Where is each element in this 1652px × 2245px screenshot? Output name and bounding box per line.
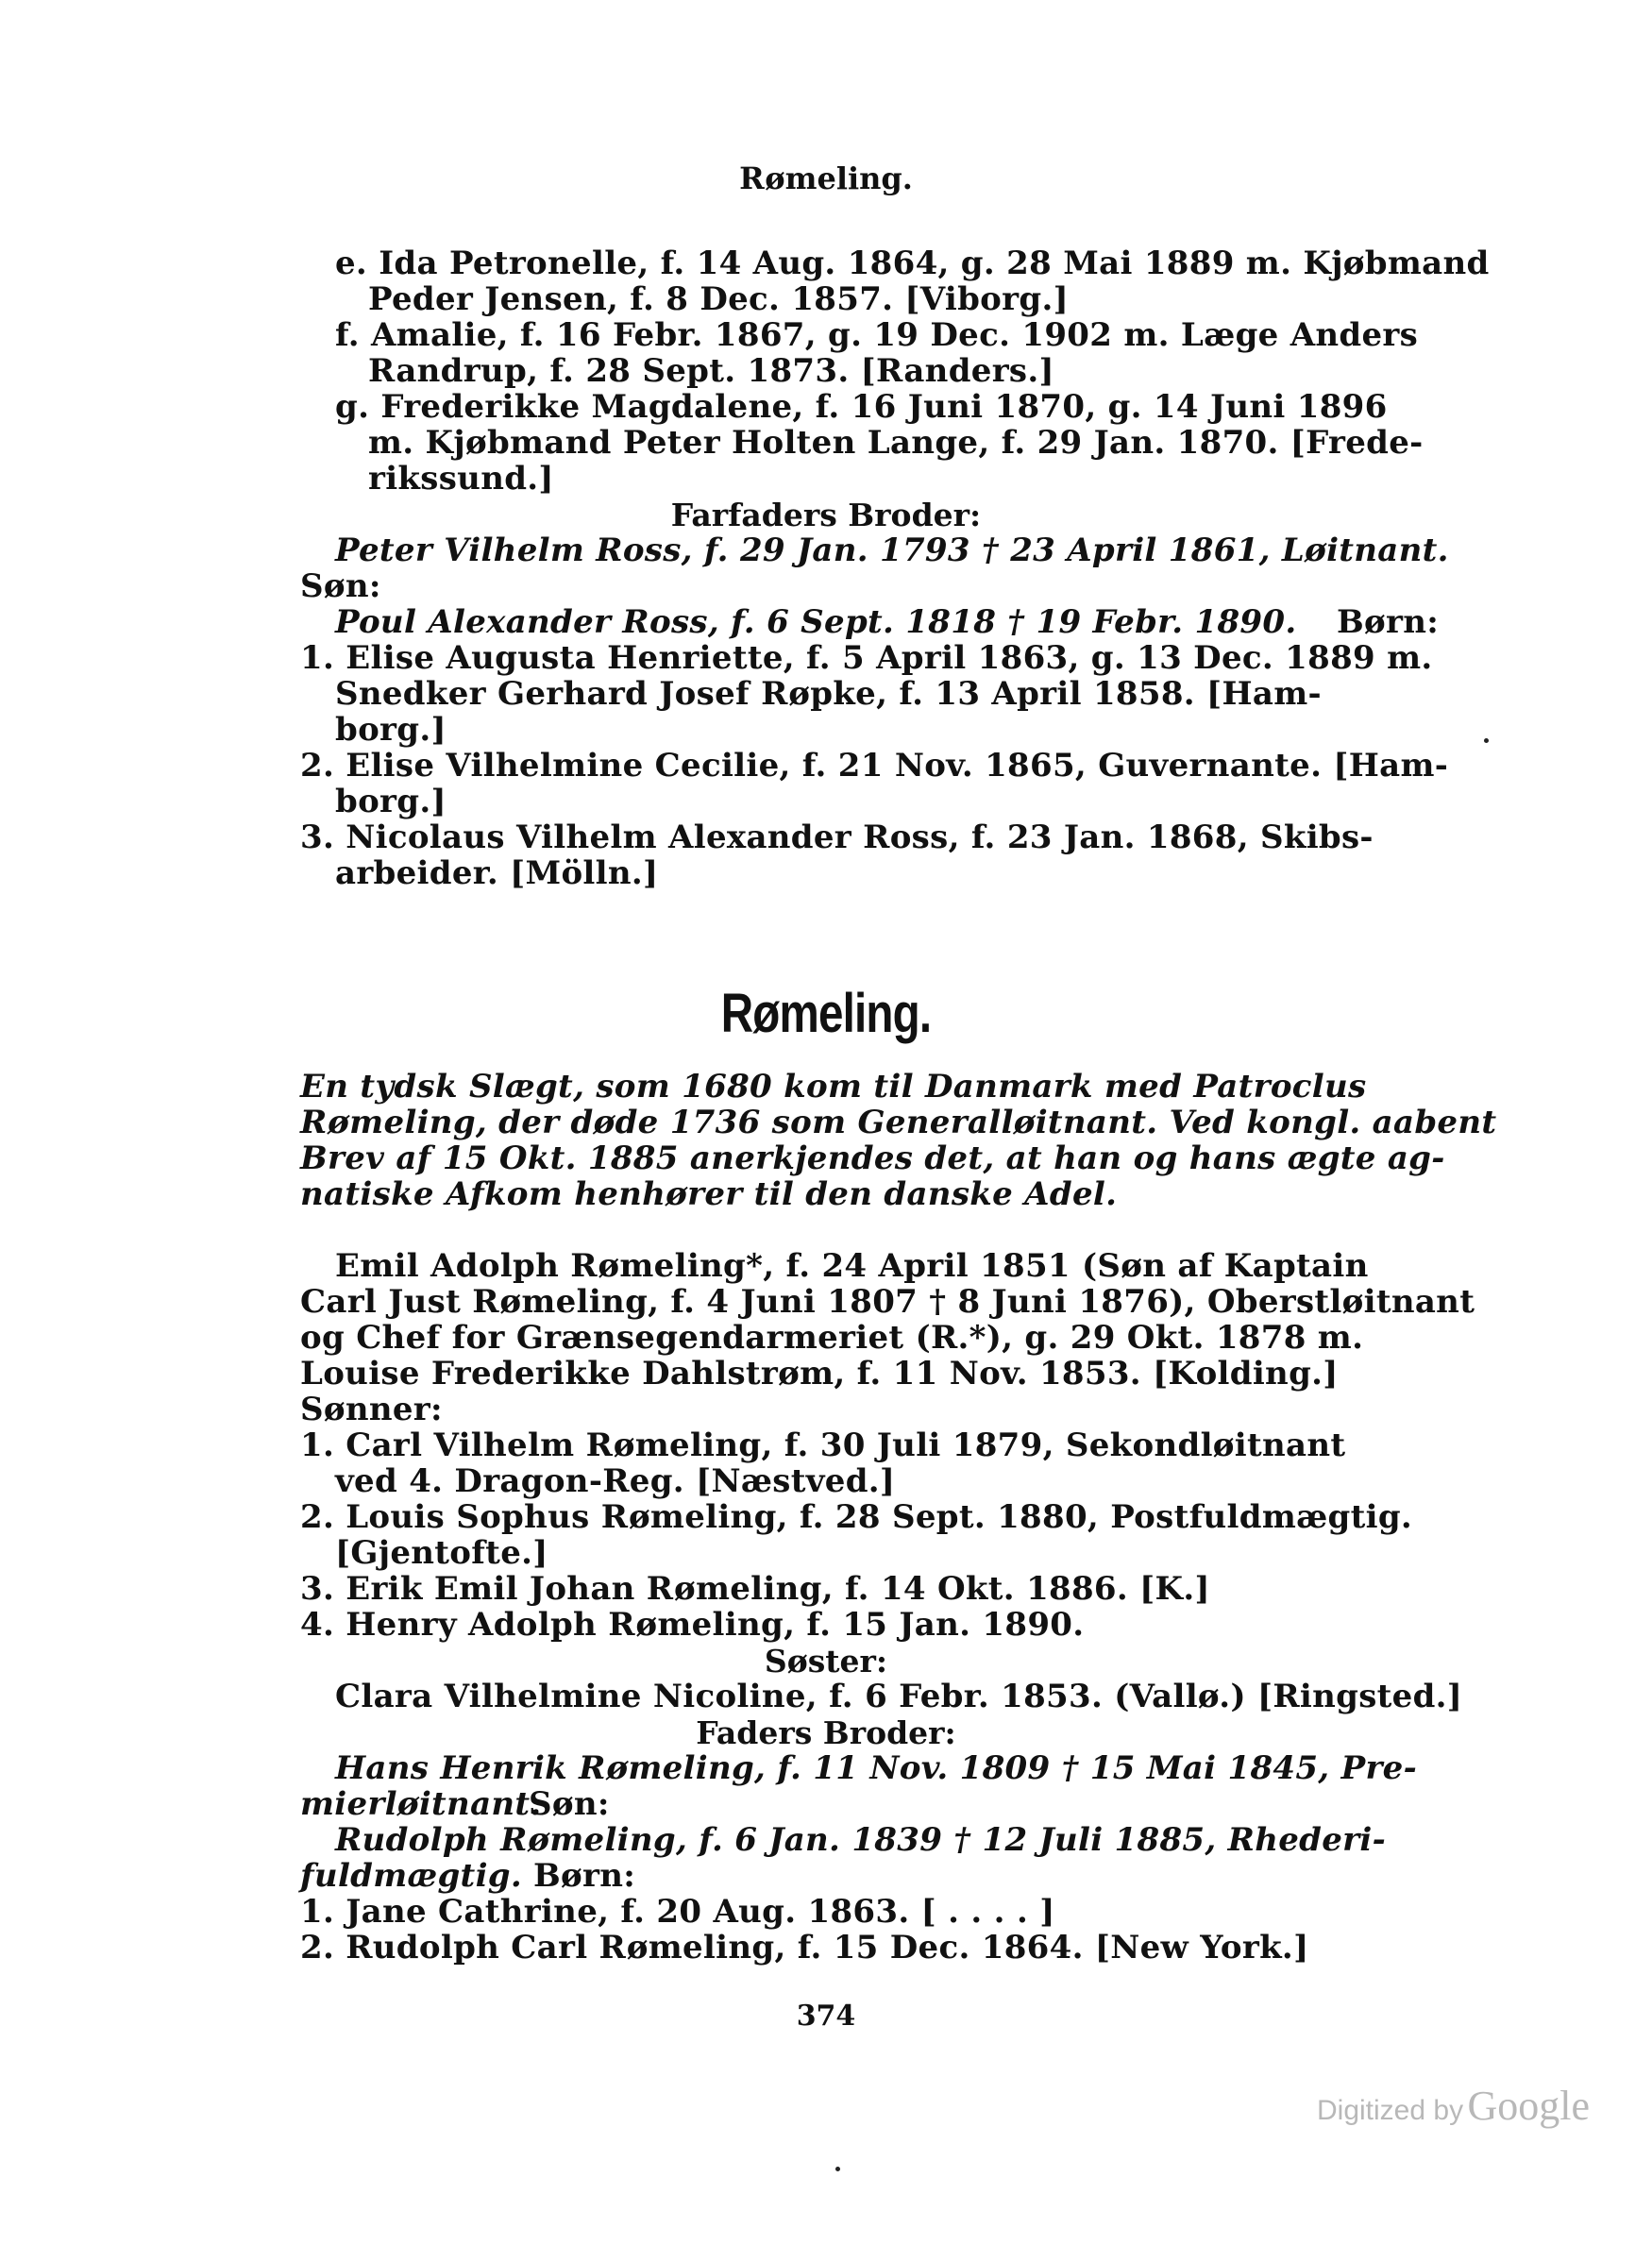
scan-speck [835, 2167, 840, 2171]
poul-ross-line: Poul Alexander Ross, f. 6 Sept. 1818 † 19 Febr. 1890. [335, 603, 1297, 641]
heading-faders-broder: Faders Broder: [696, 1714, 956, 1751]
emil-line1: Emil Adolph Rømeling*, f. 24 April 1851 (Søn af Kaptain [335, 1247, 1369, 1285]
son-4: 4. Henry Adolph Rømeling, f. 15 Jan. 1890. [300, 1606, 1085, 1644]
son-1-line1: 1. Carl Vilhelm Rømeling, f. 30 Juli 1879, Sekondløitnant [300, 1426, 1346, 1464]
heading-soster: Søster: [764, 1643, 888, 1680]
entry-f-line1: f. Amalie, f. 16 Febr. 1867, g. 19 Dec. 1902 m. Læge Anders [335, 316, 1419, 354]
grandchild-2: 2. Rudolph Carl Rømeling, f. 15 Dec. 1864. [New York.] [300, 1929, 1309, 1966]
hans-line1: Hans Henrik Rømeling, f. 11 Nov. 1809 † 15 Mai 1845, Pre- [335, 1749, 1418, 1787]
son-2-line2: [Gjentofte.] [335, 1534, 548, 1572]
heading-farfaders-broder: Farfaders Broder: [670, 497, 982, 533]
watermark-brand: Google [1467, 2083, 1591, 2129]
son-label: Søn: [300, 567, 381, 605]
entry-g-line3: rikssund.] [368, 460, 554, 498]
running-head: Rømeling. [739, 160, 913, 196]
rudolph-line2: fuldmægtig. [300, 1857, 522, 1895]
section-title: Rømeling. [720, 983, 932, 1044]
entry-f-line2: Randrup, f. 28 Sept. 1873. [Randers.] [368, 352, 1054, 390]
child-2-line2: borg.] [335, 783, 447, 820]
son-3: 3. Erik Emil Johan Rømeling, f. 14 Okt. 1886. [K.] [300, 1570, 1210, 1608]
rudolph-line1: Rudolph Rømeling, f. 6 Jan. 1839 † 12 Juli 1885, Rhederi- [335, 1821, 1387, 1859]
scan-speck [1484, 738, 1489, 743]
entry-g-line2: m. Kjøbmand Peter Holten Lange, f. 29 Jan. 1870. [Frede- [368, 424, 1424, 462]
intro-line4: natiske Afkom henhører til den danske Adel. [300, 1175, 1118, 1213]
entry-e-line1: e. Ida Petronelle, f. 14 Aug. 1864, g. 28 Mai 1889 m. Kjøbmand [335, 245, 1490, 282]
entry-g-line1: g. Frederikke Magdalene, f. 16 Juni 1870, g. 14 Juni 1896 [335, 388, 1388, 426]
rudolph-born-label: Børn: [533, 1857, 636, 1895]
son-1-line2: ved 4. Dragon-Reg. [Næstved.] [335, 1462, 896, 1500]
son-2-line1: 2. Louis Sophus Rømeling, f. 28 Sept. 1880, Postfuldmægtig. [300, 1498, 1413, 1536]
child-2-line1: 2. Elise Vilhelmine Cecilie, f. 21 Nov. 1865, Guvernante. [Ham- [300, 747, 1449, 785]
peter-ross-line: Peter Vilhelm Ross, f. 29 Jan. 1793 † 23 April 1861, Løitnant. [335, 532, 1449, 569]
hans-line2: mierløitnant. [300, 1785, 542, 1823]
intro-line3: Brev af 15 Okt. 1885 anerkjendes det, at han og hans ægte ag- [300, 1139, 1445, 1177]
hans-son-label: Søn: [529, 1785, 610, 1823]
child-1-line3: borg.] [335, 711, 447, 749]
child-1-line1: 1. Elise Augusta Henriette, f. 5 April 1863, g. 13 Dec. 1889 m. [300, 639, 1433, 677]
born-label: Børn: [1337, 603, 1440, 641]
entry-e-line2: Peder Jensen, f. 8 Dec. 1857. [Viborg.] [368, 280, 1069, 318]
page-number: 374 [796, 2000, 856, 2033]
child-3-line1: 3. Nicolaus Vilhelm Alexander Ross, f. 23 Jan. 1868, Skibs- [300, 819, 1374, 856]
emil-line3: og Chef for Grænsegendarmeriet (R.*), g. 29 Okt. 1878 m. [300, 1319, 1364, 1357]
digitized-watermark [1317, 2082, 1590, 2130]
sons-label: Sønner: [300, 1391, 443, 1428]
intro-line1: En tydsk Slægt, som 1680 kom til Danmark med Patroclus [300, 1068, 1367, 1106]
grandchild-1: 1. Jane Cathrine, f. 20 Aug. 1863. [ . . . . ] [300, 1893, 1055, 1931]
intro-line2: Rømeling, der døde 1736 som Generalløitnant. Ved kongl. aabent [300, 1104, 1497, 1141]
clara-line: Clara Vilhelmine Nicoline, f. 6 Febr. 1853. (Vallø.) [Ringsted.] [335, 1678, 1463, 1715]
emil-line2: Carl Just Rømeling, f. 4 Juni 1807 † 8 Juni 1876), Oberstløitnant [300, 1283, 1475, 1321]
emil-line4: Louise Frederikke Dahlstrøm, f. 11 Nov. 1853. [Kolding.] [300, 1355, 1339, 1393]
child-1-line2: Snedker Gerhard Josef Røpke, f. 13 April 1858. [Ham- [335, 675, 1322, 713]
child-3-line2: arbeider. [Mölln.] [335, 854, 659, 892]
watermark-prefix: Digitized by [1317, 2095, 1464, 2126]
